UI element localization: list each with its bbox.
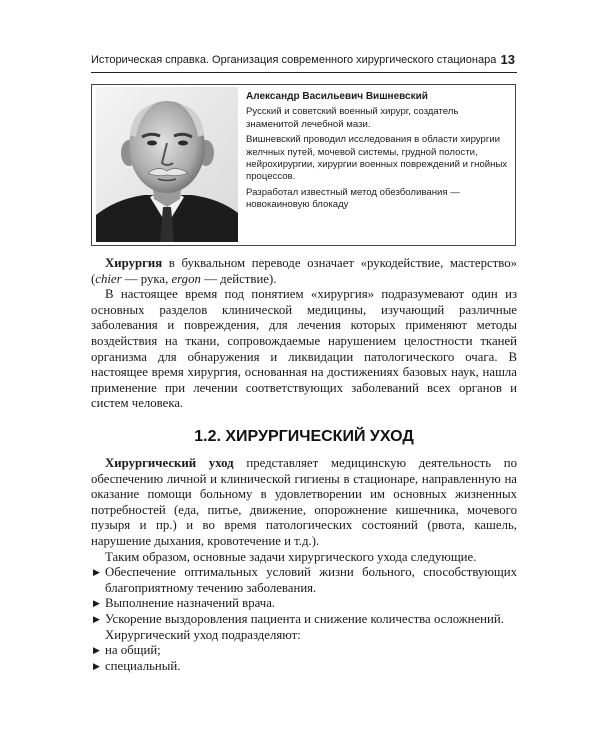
running-header-title: Историческая справка. Организация современного хирургического стационара	[91, 54, 497, 66]
bullet-icon: ▶	[93, 598, 100, 609]
bullet-icon: ▶	[93, 645, 100, 656]
biography-name: Александр Васильевич Вишневский	[246, 91, 428, 102]
list-item: ▶ на общий;	[93, 643, 161, 658]
tasks-list	[91, 565, 517, 627]
paragraph-care-types-intro: Хирургический уход подразделяют:	[105, 627, 301, 642]
paragraph-surgery-definition: Хирургия в буквальном переводе означает «рукодействие, мастерство» (chier — рука, ergon — действие).	[91, 256, 517, 286]
list-item: ▶ Обеспечение оптимальных условий жизни больного, способствующих благоприятному течению заболевания.	[93, 565, 517, 595]
biography-box	[91, 84, 516, 246]
intro-text	[91, 256, 517, 412]
term-surgical-care: Хирургический уход	[105, 456, 234, 470]
paragraph-surgery-concept: В настоящее время под понятием «хирургия» подразумевают один из основных разделов клинической медицины, изучающий различные заболевания и повреждения, для лечения которых применяют методы воздействия на ткани, сопровождаемые нарушением целостности тканей организма для обнаружения и ликвидации патологического очага. В настоящее время хирургия, основанная на достижениях базовых наук, нашла применение при лечении соответствующих заболеваний всех органов и систем человека.	[91, 287, 517, 411]
list-item: ▶ Ускорение выздоровления пациента и снижение количества осложнений.	[93, 611, 504, 626]
portrait-illustration	[96, 87, 238, 242]
bullet-icon: ▶	[93, 567, 100, 578]
list-item: ▶ Выполнение назначений врача.	[93, 596, 276, 611]
section-text	[91, 456, 517, 674]
biography-line: Русский и советский военный хирург, создатель знаменитой лечебной мази.	[246, 106, 459, 130]
care-types-list	[91, 643, 517, 674]
list-item: ▶ специальный.	[93, 658, 181, 673]
paragraph-care-definition: Хирургический уход представляет медицинскую деятельность по обеспечению личной и клинической гигиены в стационаре, направленную на оказание помощи больному в удовлетворении им основных жизненных потребностей (еда, питье, движение, опорожнение кишечника, мочевого пузыря и пр.) и во время патологических состояний (рвота, кашель, нарушение дыхания, кровотечение и т.д.).	[91, 456, 517, 548]
page-number: 13	[500, 52, 515, 67]
running-header	[91, 52, 517, 73]
biography-line: Разработал известный метод обезболивания — новокаиновую блокаду	[246, 186, 460, 211]
section-heading: 1.2. ХИРУРГИЧЕСКИЙ УХОД	[194, 428, 414, 445]
bullet-icon: ▶	[93, 613, 100, 624]
bullet-icon: ▶	[93, 660, 100, 671]
paragraph-tasks-intro: Таким образом, основные задачи хирургического ухода следующие.	[105, 549, 477, 564]
term-surgery: Хирургия	[105, 256, 163, 270]
biography-text	[246, 91, 508, 215]
biography-line: Вишневский проводил исследования в области хирургии желчных путей, мочевой системы, грудной полости, нейрохирургии, хирургии военных повреждений и гнойных процессов.	[246, 134, 508, 183]
portrait-photo	[96, 87, 238, 242]
